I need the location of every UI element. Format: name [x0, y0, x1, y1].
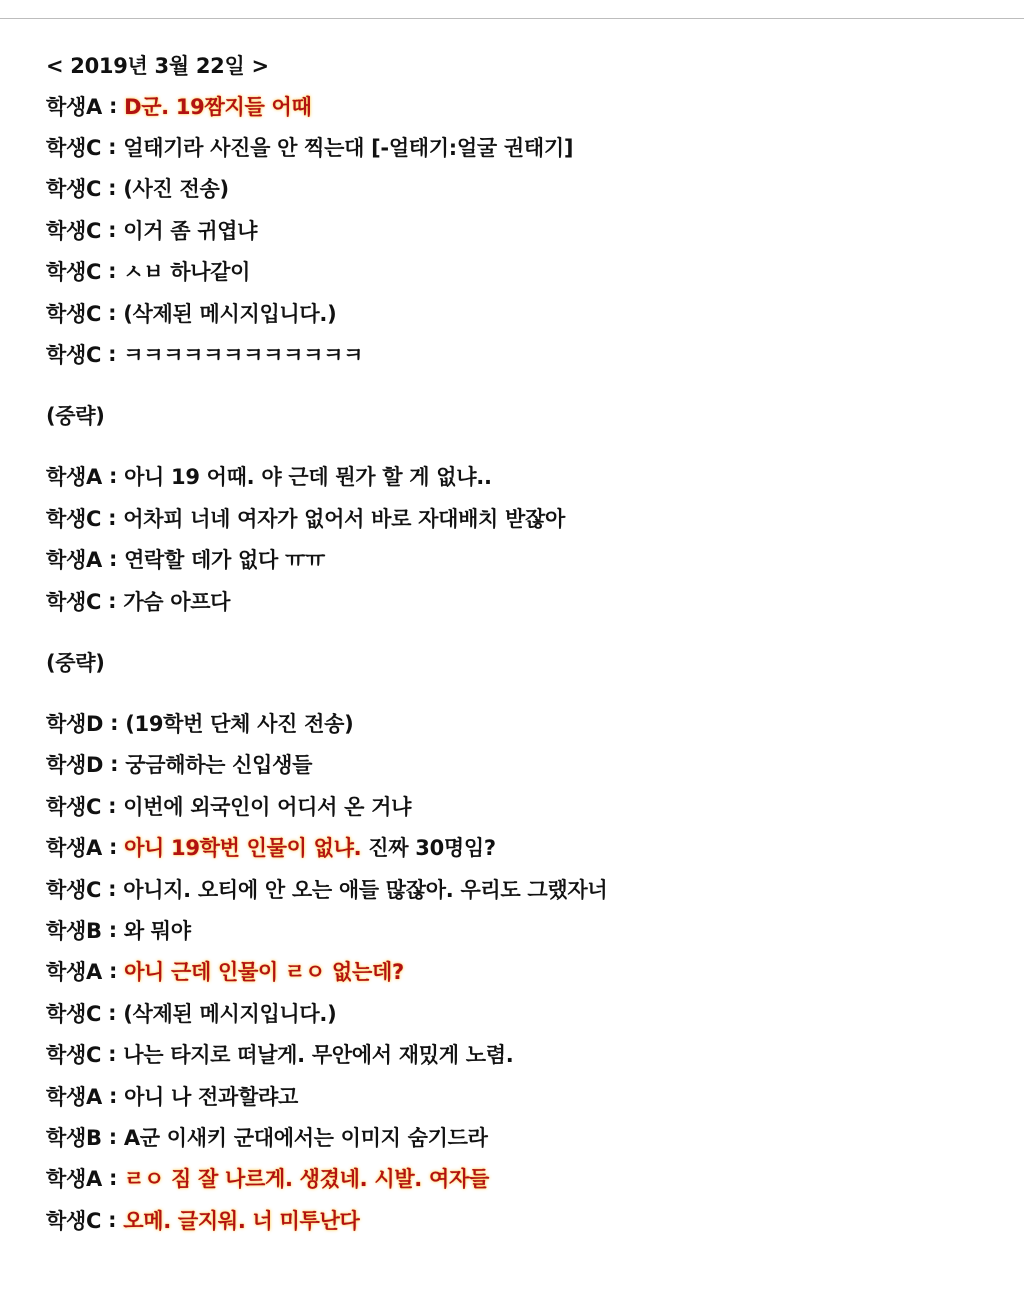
section-gap — [46, 436, 986, 456]
speaker-name: 학생C — [46, 794, 102, 819]
message-text — [123, 173, 229, 203]
message-segment: 얼태기라 사진을 안 찍는대 [-얼태기:얼굴 권태기] — [123, 136, 574, 161]
speaker-separator: : — [101, 135, 124, 160]
section-gap — [46, 621, 986, 641]
speaker-name: 학생C — [46, 301, 102, 326]
speaker-name: 학생C — [46, 589, 102, 614]
message-text — [124, 915, 191, 945]
speaker-separator: : — [101, 505, 124, 530]
chat-line — [46, 702, 986, 743]
message-text — [124, 1163, 489, 1193]
speaker-separator: : — [101, 547, 125, 572]
omission-marker: (중략) — [46, 404, 105, 429]
message-segment: 가슴 아프다 — [123, 589, 231, 614]
message-segment: 나는 타지로 떠날게. 무안에서 재밌게 노렴. — [123, 1043, 514, 1068]
speaker-name: 학생A — [46, 1167, 102, 1192]
section-gap — [46, 682, 986, 702]
chat-line — [46, 1116, 986, 1157]
message-text — [124, 461, 492, 491]
speaker-separator: : — [101, 835, 125, 860]
highlighted-message-segment: 오메. 글지워. 너 미투난다 — [123, 1208, 360, 1233]
speaker-separator: : — [101, 93, 125, 118]
speaker-separator: : — [101, 1124, 124, 1149]
chat-line — [46, 456, 986, 497]
message-segment: (사진 전송) — [123, 177, 229, 202]
speaker-name: 학생C — [46, 1208, 102, 1233]
speaker-name: 학생C — [46, 177, 102, 202]
speaker-separator: : — [103, 710, 126, 735]
message-text — [123, 503, 565, 533]
highlighted-message-segment: D군. 19짬지들 어때 — [124, 94, 312, 119]
message-text — [123, 1039, 513, 1069]
omission-marker: (중략) — [46, 650, 105, 675]
message-segment: 궁금해하는 신입생들 — [125, 753, 313, 778]
speaker-separator: : — [101, 176, 124, 201]
speaker-name: 학생D — [46, 711, 104, 736]
chat-line — [46, 785, 986, 826]
speaker-separator: : — [101, 588, 124, 613]
speaker-name: 학생A — [46, 94, 102, 119]
speaker-name: 학생C — [46, 1043, 102, 1068]
message-text — [124, 832, 496, 862]
speaker-name: 학생A — [46, 960, 102, 985]
speaker-separator: : — [101, 917, 124, 942]
message-segment: 연락할 데가 없다 ㅠㅠ — [124, 548, 325, 573]
chat-line — [46, 539, 986, 580]
speaker-separator: : — [101, 959, 125, 984]
chat-line — [46, 826, 986, 867]
message-segment: (삭제된 메시지입니다.) — [123, 1001, 337, 1026]
chat-line — [46, 580, 986, 621]
speaker-separator: : — [101, 1042, 124, 1067]
message-segment: 이번에 외국인이 어디서 온 거냐 — [123, 794, 412, 819]
speaker-name: 학생C — [46, 260, 102, 285]
message-text — [123, 256, 250, 286]
chat-line — [46, 1075, 986, 1116]
speaker-name: 학생C — [46, 343, 102, 368]
message-segment: 어차피 너네 여자가 없어서 바로 자대배치 받잖아 — [123, 506, 566, 531]
speaker-separator: : — [101, 342, 124, 367]
message-segment: 이거 좀 귀엽냐 — [123, 218, 258, 243]
speaker-separator: : — [101, 217, 124, 242]
message-text — [123, 298, 336, 328]
section-gap — [46, 375, 986, 395]
speaker-name: 학생C — [46, 877, 102, 902]
message-text — [124, 956, 404, 986]
chat-line — [46, 497, 986, 538]
speaker-name: 학생B — [46, 1125, 102, 1150]
message-segment: 아니 19 어때. 야 근데 뭔가 할 게 없냐.. — [124, 465, 492, 490]
message-text — [124, 1122, 488, 1152]
top-divider — [0, 18, 1024, 19]
speaker-separator: : — [101, 259, 124, 284]
message-text — [123, 998, 336, 1028]
message-text — [123, 874, 607, 904]
speaker-name: 학생A — [46, 836, 102, 861]
speaker-separator: : — [101, 464, 125, 489]
message-segment: (삭제된 메시지입니다.) — [123, 301, 337, 326]
chat-line — [46, 1158, 986, 1199]
speaker-separator: : — [101, 300, 124, 325]
chat-line — [46, 909, 986, 950]
speaker-name: 학생A — [46, 548, 102, 573]
speaker-separator: : — [101, 876, 124, 901]
message-text — [125, 708, 353, 738]
date-header: < 2019년 3월 22일 > — [46, 54, 269, 78]
chat-line — [46, 292, 986, 333]
speaker-separator: : — [101, 1207, 124, 1232]
speaker-name: 학생A — [46, 465, 102, 490]
message-segment: ㅋㅋㅋㅋㅋㅋㅋㅋㅋㅋㅋㅋ — [123, 343, 364, 368]
chat-line — [46, 85, 986, 126]
message-text — [123, 791, 411, 821]
chat-line — [46, 1199, 986, 1240]
speaker-separator: : — [101, 793, 124, 818]
chat-line — [46, 251, 986, 292]
message-segment: ㅅㅂ 하나같이 — [123, 260, 251, 285]
speaker-name: 학생C — [46, 136, 102, 161]
message-segment: 진짜 30명임? — [361, 836, 496, 861]
chat-line — [46, 126, 986, 167]
highlighted-message-segment: ㄹㅇ 짐 잘 나르게. 생겼네. 시발. 여자들 — [124, 1167, 489, 1192]
message-text — [124, 544, 325, 574]
chat-line — [46, 209, 986, 250]
chat-line — [46, 168, 986, 209]
message-segment: 아니 나 전과할랴고 — [124, 1084, 298, 1109]
message-text — [124, 91, 311, 121]
highlighted-message-segment: 아니 근데 인물이 ㄹㅇ 없는데? — [124, 960, 404, 985]
message-segment: 와 뭐야 — [123, 918, 191, 943]
speaker-name: 학생C — [46, 218, 102, 243]
chat-line — [46, 868, 986, 909]
chat-line — [46, 951, 986, 992]
chat-line — [46, 333, 986, 374]
message-text — [123, 132, 573, 162]
chat-line — [46, 744, 986, 785]
speaker-name: 학생C — [46, 1001, 102, 1026]
speaker-name: 학생D — [46, 753, 104, 778]
chat-transcript-document — [46, 45, 986, 1240]
message-segment: (19학번 단체 사진 전송) — [125, 711, 354, 736]
speaker-separator: : — [101, 1000, 124, 1025]
message-text — [124, 1081, 298, 1111]
highlighted-message-segment: 아니 19학번 인물이 없냐. — [124, 836, 362, 861]
message-text — [123, 215, 257, 245]
speaker-name: 학생A — [46, 1084, 102, 1109]
chat-line — [46, 1033, 986, 1074]
speaker-separator: : — [101, 1166, 125, 1191]
message-text — [123, 586, 230, 616]
speaker-separator: : — [103, 752, 126, 777]
speaker-name: 학생B — [46, 918, 102, 943]
message-text — [123, 339, 363, 369]
speaker-separator: : — [101, 1083, 125, 1108]
message-segment: A군 이새키 군대에서는 이미지 숨기드라 — [123, 1125, 488, 1150]
message-text — [125, 749, 312, 779]
message-segment: 아니지. 오티에 안 오는 애들 많잖아. 우리도 그랬자너 — [123, 877, 608, 902]
speaker-name: 학생C — [46, 506, 102, 531]
message-text — [123, 1205, 359, 1235]
chat-line — [46, 992, 986, 1033]
